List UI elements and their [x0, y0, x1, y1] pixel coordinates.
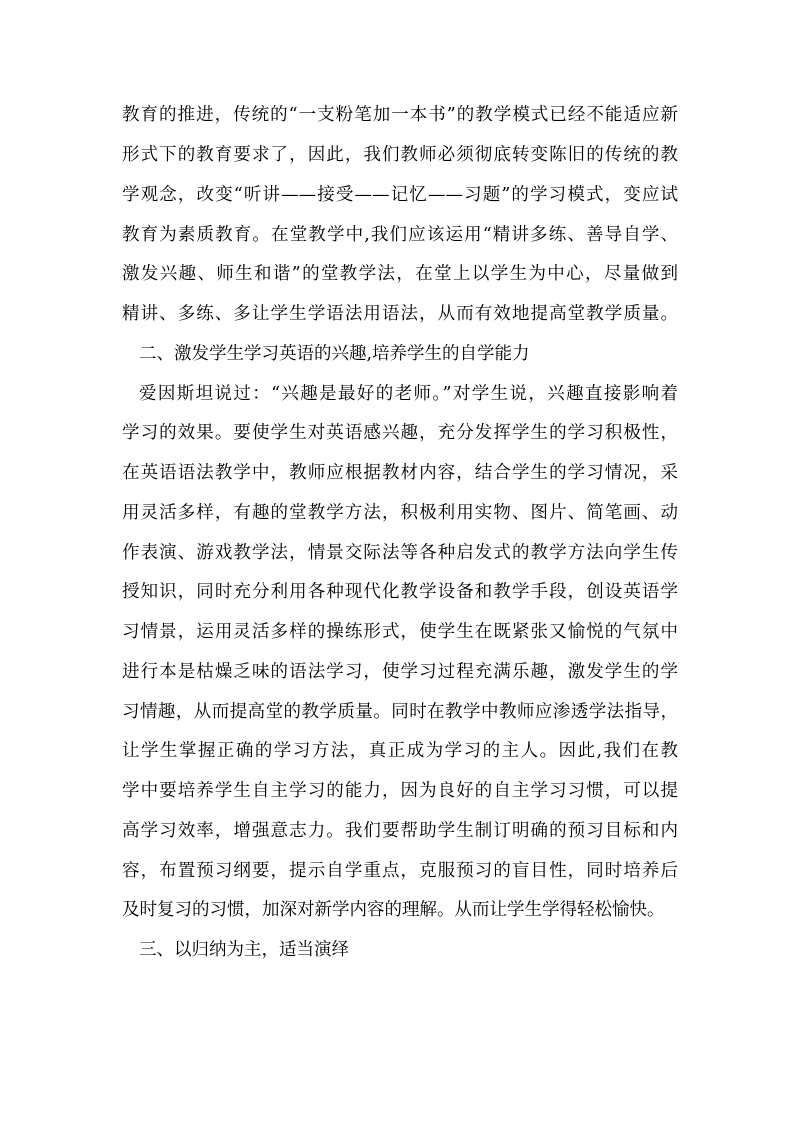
- paragraph-line: 学观念，改变“听讲——接受——记忆——习题”的学习模式，变应试: [122, 185, 678, 205]
- paragraph-line: 习情趣，从而提高堂的教学质量。同时在教学中教师应渗透学法指导，: [122, 702, 678, 722]
- paragraph-line: 高学习效率，增强意志力。我们要帮助学生制订明确的预习目标和内: [122, 821, 678, 841]
- paragraph-line: 学中要培养学生自主学习的能力，因为良好的自主学习习惯，可以提: [122, 781, 678, 801]
- paragraph-line: 进行本是枯燥乏味的语法学习，使学习过程充满乐趣，激发学生的学: [122, 662, 678, 682]
- paragraph-line: 用灵活多样，有趣的堂教学方法，积极利用实物、图片、简笔画、动: [122, 503, 678, 523]
- paragraph-line: 授知识，同时充分利用各种现代化教学设备和教学手段，创设英语学: [122, 582, 678, 602]
- paragraph-line: 容，布置预习纲要，提示自学重点，克服预习的盲目性，同时培养后: [122, 861, 678, 881]
- paragraph-line: 形式下的教育要求了，因此，我们教师必须彻底转变陈旧的传统的教: [122, 145, 678, 165]
- paragraph-line: 让学生掌握正确的学习方法，真正成为学习的主人。因此,我们在教: [122, 741, 678, 761]
- section-heading: 二、激发学生学习英语的兴趣,培养学生的自学能力: [139, 344, 530, 364]
- paragraph-line: 习情景，运用灵活多样的操练形式，使学生在既紧张又愉悦的气氛中: [122, 622, 678, 642]
- paragraph-line: 爱因斯坦说过：“兴趣是最好的老师。”对学生说，兴趣直接影响着: [139, 384, 678, 404]
- paragraph-line: 教育的推进，传统的“一支粉笔加一本书”的教学模式已经不能适应新: [122, 105, 678, 125]
- paragraph-line: 教育为素质教育。在堂教学中,我们应该运用“精讲多练、善导自学、: [122, 225, 678, 245]
- paragraph-line: 在英语语法教学中，教师应根据教材内容，结合学生的学习情况，采: [122, 463, 678, 483]
- paragraph-line: 学习的效果。要使学生对英语感兴趣，充分发挥学生的学习积极性，: [122, 423, 678, 443]
- paragraph-line: 精讲、多练、多让学生学语法用语法，从而有效地提高堂教学质量。: [122, 304, 678, 324]
- paragraph-line: 作表演、游戏教学法，情景交际法等各种启发式的教学方法向学生传: [122, 543, 678, 563]
- paragraph-line: 激发兴趣、师生和谐”的堂教学法，在堂上以学生为中心，尽量做到: [122, 264, 678, 284]
- section-heading: 三、以归纳为主，适当演绎: [139, 940, 349, 960]
- paragraph-line: 及时复习的习惯，加深对新学内容的理解。从而让学生学得轻松愉快。: [122, 900, 665, 920]
